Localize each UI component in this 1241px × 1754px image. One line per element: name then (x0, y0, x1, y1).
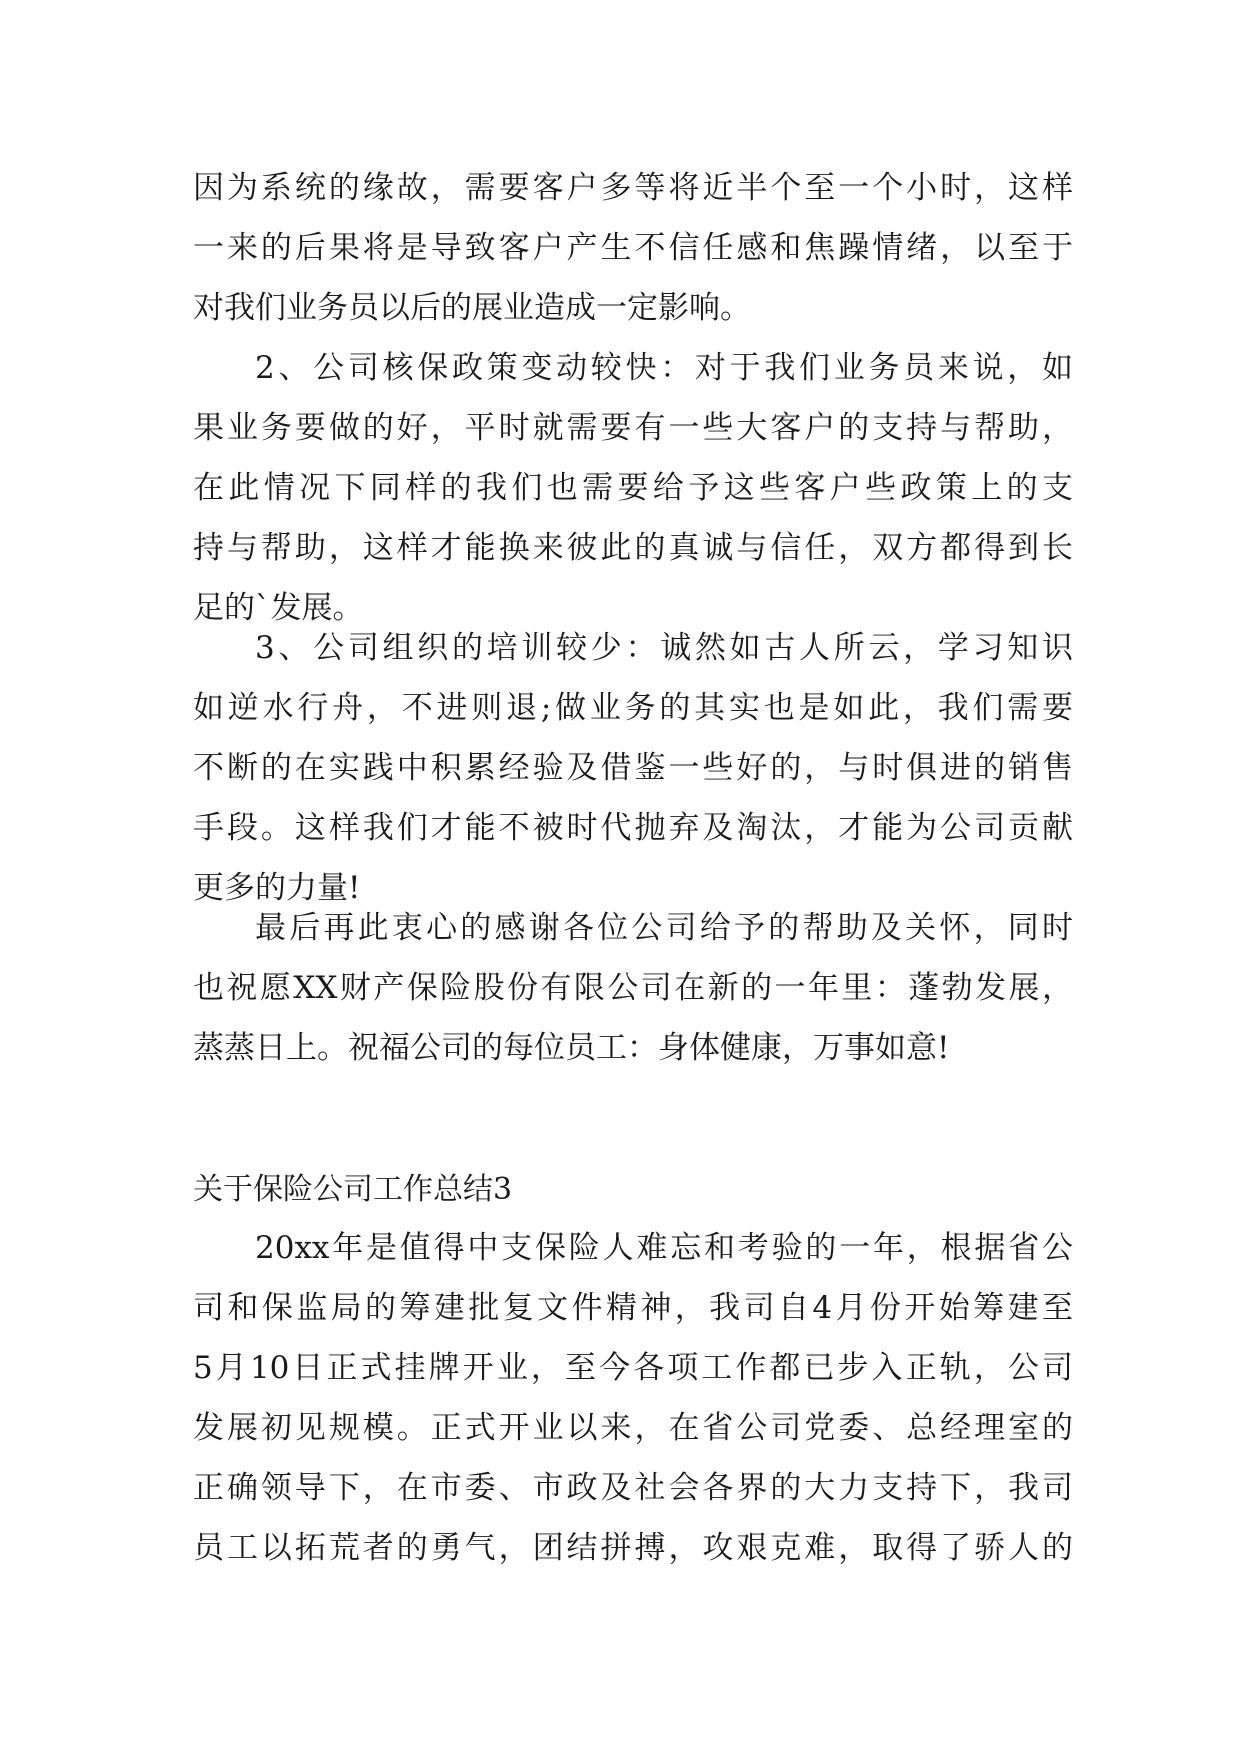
text-line: 更多的力量! (193, 870, 361, 906)
text-line: 不断的在实践中积累经验及借鉴一些好的，与时俱进的销售 (193, 750, 1073, 786)
text-line: 正确领导下，在市委、市政及社会各界的大力支持下，我司 (193, 1470, 1073, 1506)
text-line: 在此情况下同样的我们也需要给予这些客户些政策上的支 (193, 470, 1073, 506)
text-line: 也祝愿XX财产保险股份有限公司在新的一年里：蓬勃发展， (193, 970, 1073, 1006)
text-line: 果业务要做的好，平时就需要有一些大客户的支持与帮助， (193, 410, 1073, 446)
text-line: 足的`发展。 (193, 590, 364, 626)
text-line: 一来的后果将是导致客户产生不信任感和焦躁情绪，以至于 (193, 230, 1073, 266)
paragraph-system-delay (193, 158, 1073, 338)
paragraph-underwriting-policy (193, 338, 1073, 638)
text-line: 5月10日正式挂牌开业，至今各项工作都已步入正轨，公司 (193, 1350, 1073, 1386)
section-heading: 关于保险公司工作总结3 (193, 1172, 513, 1207)
text-line: 司和保监局的筹建批复文件精神，我司自4月份开始筹建至 (193, 1290, 1073, 1326)
text-line: 员工以拓荒者的勇气，团结拼搏，攻艰克难，取得了骄人的 (193, 1530, 1073, 1566)
text-line: 蒸蒸日上。祝福公司的每位员工：身体健康，万事如意! (193, 1030, 950, 1066)
paragraph-thanks (193, 898, 1073, 1078)
text-line: 因为系统的缘故，需要客户多等将近半个至一个小时，这样 (193, 170, 1073, 206)
text-line: 发展初见规模。正式开业以来，在省公司党委、总经理室的 (193, 1410, 1073, 1446)
paragraph-annual-summary (193, 1218, 1073, 1578)
paragraph-training (193, 618, 1073, 918)
text-line: 持与帮助，这样才能换来彼此的真诚与信任，双方都得到长 (193, 530, 1073, 566)
text-line: 如逆水行舟，不进则退;做业务的其实也是如此，我们需要 (193, 690, 1073, 726)
text-line: 2、公司核保政策变动较快：对于我们业务员来说，如 (255, 350, 1073, 386)
text-line: 手段。这样我们才能不被时代抛弃及淘汰，才能为公司贡献 (193, 810, 1073, 846)
text-line: 最后再此衷心的感谢各位公司给予的帮助及关怀，同时 (255, 910, 1073, 946)
text-line: 3、公司组织的培训较少：诚然如古人所云，学习知识 (255, 630, 1073, 666)
text-line: 20xx年是值得中支保险人难忘和考验的一年，根据省公 (255, 1230, 1073, 1266)
text-line: 对我们业务员以后的展业造成一定影响。 (193, 290, 751, 326)
